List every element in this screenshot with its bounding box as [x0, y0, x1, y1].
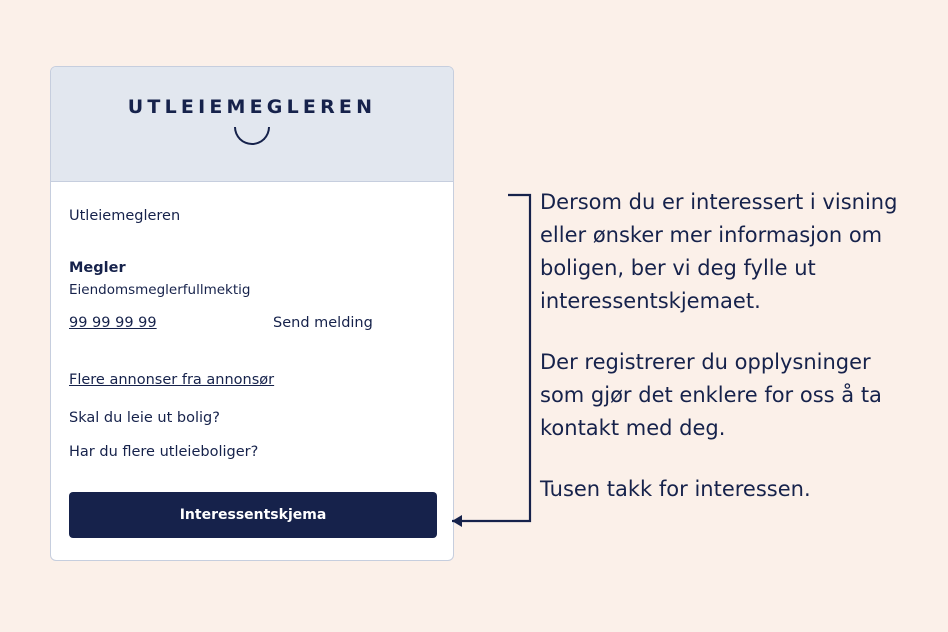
callout-connector	[440, 180, 540, 540]
annotation-paragraph-1: Dersom du er interessert i visning eller ønsker mer informasjon om boligen, ber vi deg fylle ut interessentskjemaet.	[540, 190, 898, 313]
contact-row	[69, 315, 435, 331]
card-header	[51, 67, 453, 182]
send-message-link[interactable]: Send melding	[273, 315, 373, 331]
brand-logo-text: UTLEIEMEGLEREN	[127, 96, 377, 118]
card-body	[51, 182, 453, 560]
agent-role-label: Megler	[69, 260, 126, 276]
phone-number-link[interactable]: 99 99 99 99	[69, 315, 157, 331]
interest-form-button[interactable]: Interessentskjema	[69, 492, 437, 538]
more-ads-link[interactable]: Flere annonser fra annonsør	[69, 372, 275, 388]
agency-name: Utleiemegleren	[69, 208, 181, 224]
annotation-paragraph-2: Der registrerer du opplysninger som gjør det enklere for oss å ta kontakt med deg.	[540, 350, 882, 440]
rent-out-link[interactable]: Skal du leie ut bolig?	[69, 410, 220, 426]
agent-contact-card	[50, 66, 454, 561]
annotation-text	[540, 186, 920, 506]
more-homes-link[interactable]: Har du flere utleieboliger?	[69, 444, 259, 460]
annotation-paragraph-3: Tusen takk for interessen.	[540, 477, 811, 501]
agent-job-title: Eiendomsmeglerfullmektig	[69, 282, 251, 298]
smile-icon	[234, 127, 270, 145]
